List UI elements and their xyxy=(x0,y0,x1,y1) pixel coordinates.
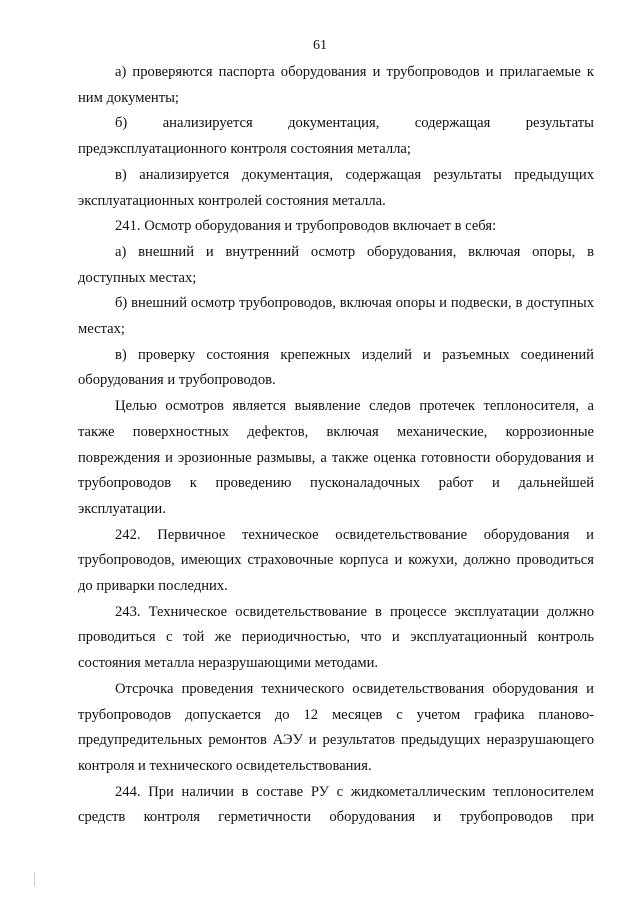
paragraph-243: 243. Техническое освидетельствование в процессе эксплуатации должно проводиться с той же периодичностью, что и эксплуатационный контроль состояния металла неразрушающими методами. xyxy=(78,603,594,672)
paragraph-242: 242. Первичное техническое освидетельствование оборудования и трубопроводов, имеющих страховочные корпуса и кожухи, должно проводиться до приварки последних. xyxy=(78,526,594,595)
paragraph-b-preoperational: б) анализируется документация, содержащая результаты предэксплуатационного контроля состояния металла; xyxy=(78,115,594,158)
paragraph-241-c: в) проверку состояния крепежных изделий и разъемных соединений оборудования и трубопроводов. xyxy=(78,346,594,389)
paragraph-241: 241. Осмотр оборудования и трубопроводов включает в себя: xyxy=(115,218,497,235)
paragraph-241-a: а) внешний и внутренний осмотр оборудования, включая опоры, в доступных местах; xyxy=(78,243,594,286)
paragraph-244: 244. При наличии в составе РУ с жидкометаллическим теплоносителем средств контроля герметичности оборудования и трубопроводов при xyxy=(78,783,594,826)
paragraph-c-previous-controls: в) анализируется документация, содержащая результаты предыдущих эксплуатационных контролей состояния металла. xyxy=(78,166,594,209)
paragraph-241-b: б) внешний осмотр трубопроводов, включая опоры и подвески, в доступных местах; xyxy=(78,295,594,338)
paragraph-inspection-purpose: Целью осмотров является выявление следов протечек теплоносителя, а также поверхностных дефектов, включая механические, коррозионные повреждения и эрозионные размывы, а также оценка готовности оборудования и трубопроводов к проведению пусконаладочных работ и дальнейшей эксплуатации. xyxy=(78,398,594,517)
document-body xyxy=(78,60,594,831)
paragraph-a-passports: а) проверяются паспорта оборудования и трубопроводов и прилагаемые к ним документы; xyxy=(78,64,594,106)
page-number: 61 xyxy=(313,38,327,53)
paragraph-postponement: Отсрочка проведения технического освидетельствования оборудования и трубопроводов допускается до 12 месяцев с учетом графика планово-предупредительных ремонтов АЭУ и результатов предыдущих неразрушающего контроля и технического освидетельствования. xyxy=(78,680,594,774)
scan-artifact xyxy=(34,872,35,886)
